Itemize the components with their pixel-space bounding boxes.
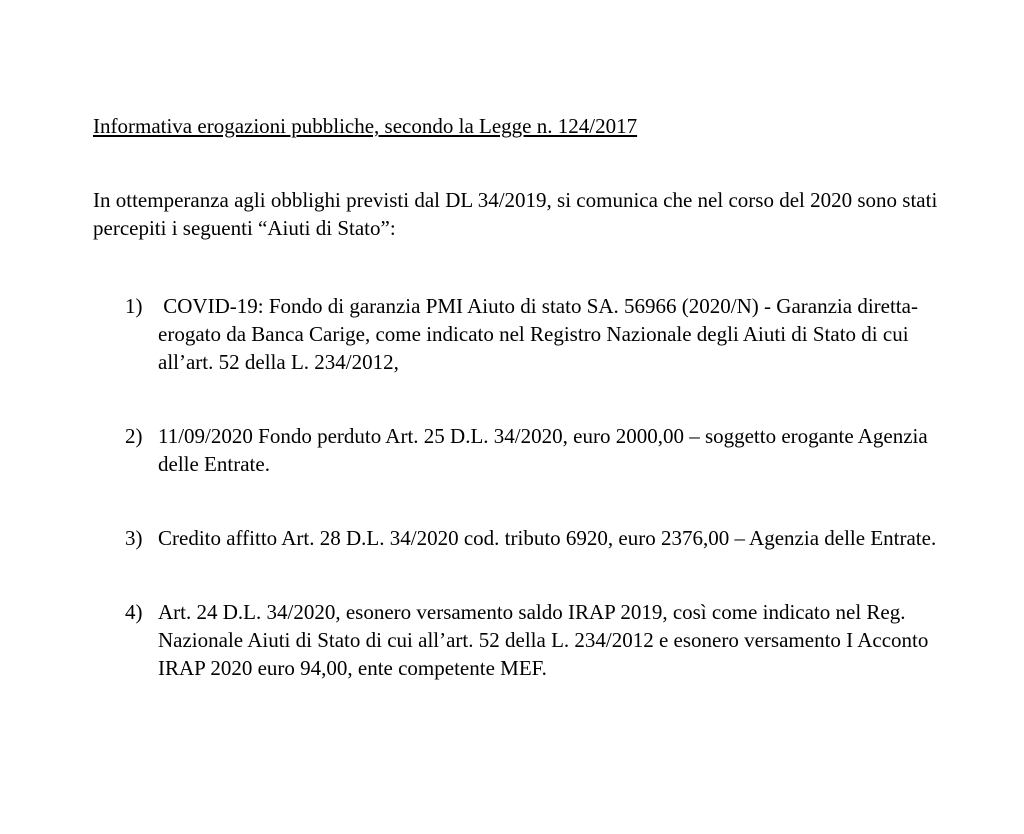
list-item [125,292,940,376]
list-item [125,598,940,682]
list-item-number: 4) [125,600,143,624]
state-aid-list [93,292,940,682]
list-item-number: 2) [125,424,143,448]
list-item-text: 11/09/2020 Fondo perduto Art. 25 D.L. 34/2020, euro 2000,00 – soggetto erogante Agenzia delle Entrate. [158,424,933,476]
list-item [125,422,940,478]
list-item-number: 1) [125,294,143,318]
document-title: Informativa erogazioni pubbliche, secondo la Legge n. 124/2017 [93,114,638,138]
intro-paragraph: In ottemperanza agli obblighi previsti dal DL 34/2019, si comunica che nel corso del 2020 sono stati percepiti i seguenti “Aiuti di Stato”: [93,188,938,240]
list-item [125,524,940,552]
list-item-number: 3) [125,526,143,550]
list-item-text: Credito affitto Art. 28 D.L. 34/2020 cod. tributo 6920, euro 2376,00 – Agenzia delle Entrate. [158,526,937,550]
list-item-text: COVID-19: Fondo di garanzia PMI Aiuto di stato SA. 56966 (2020/N) - Garanzia diretta- erogato da Banca Carige, come indicato nel Registro Nazionale degli Aiuti di Stato di cui all’art. 52 della L. 234/2012, [158,294,924,374]
list-item-text: Art. 24 D.L. 34/2020, esonero versamento saldo IRAP 2019, così come indicato nel Reg. Nazionale Aiuti di Stato di cui all’art. 52 della L. 234/2012 e esonero versamento I Acconto IRAP 2020 euro 94,00, ente competente MEF. [158,600,934,680]
